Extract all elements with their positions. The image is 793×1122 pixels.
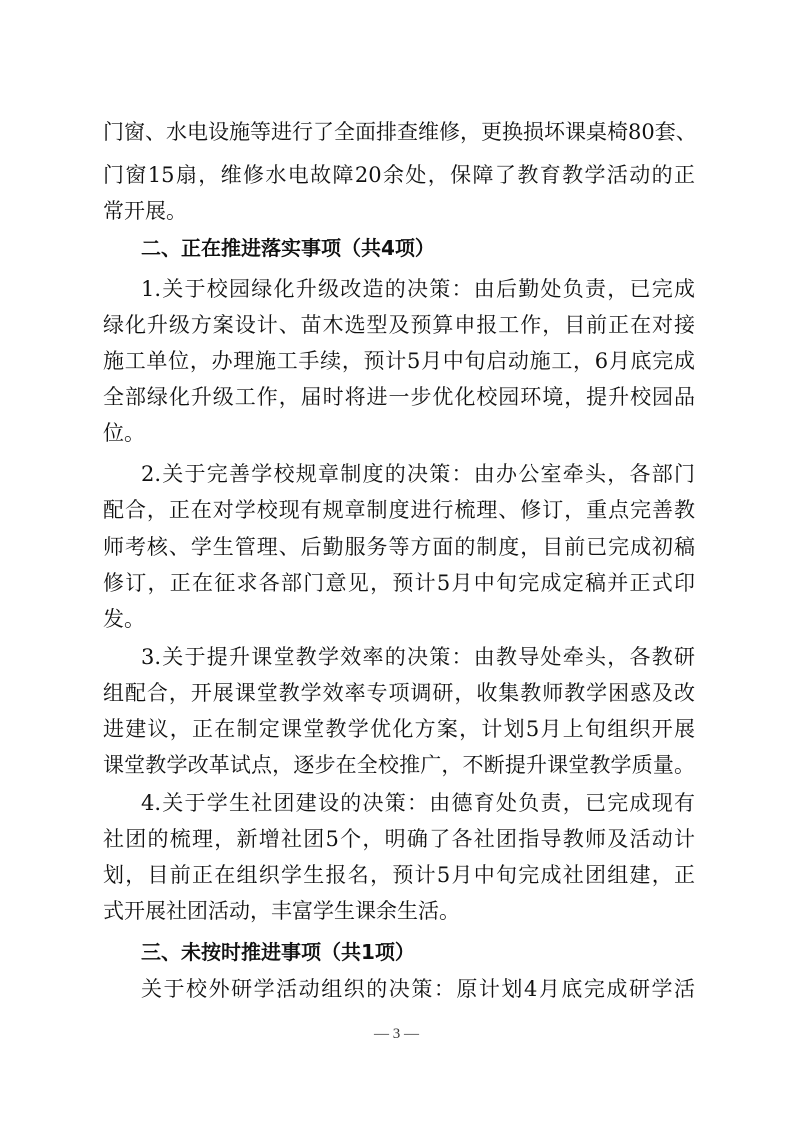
text-line: 2.关于完善学校规章制度的决策：由办公室牵头，各部门: [141, 462, 695, 486]
text-line: 式开展社团活动，丰富学生课余生活。: [103, 899, 460, 923]
text-line: 门窗15扇，维修水电故障20余处，保障了教育教学活动的正: [103, 163, 695, 187]
text-line: 配合，正在对学校现有规章制度进行梳理、修订，重点完善教: [103, 498, 695, 522]
text-line: 绿化升级方案设计、苗木选型及预算申报工作，目前正在对接: [103, 313, 695, 337]
text-line: 常开展。: [103, 199, 187, 223]
section-heading: 二、正在推进落实事项（共4项）: [141, 236, 435, 260]
text-line: 修订，正在征求各部门意见，预计5月中旬完成定稿并正式印: [103, 571, 695, 595]
text-line: 关于校外研学活动组织的决策：原计划4月底完成研学活: [141, 977, 695, 1001]
text-line: 社团的梳理，新增社团5个，明确了各社团指导教师及活动计: [103, 827, 695, 851]
text-line: 4.关于学生社团建设的决策：由德育处负责，已完成现有: [141, 791, 695, 815]
text-line: 发。: [103, 607, 145, 631]
text-line: 师考核、学生管理、后勤服务等方面的制度，目前已完成初稿: [103, 535, 695, 559]
text-line: 组配合，开展课堂教学效率专项调研，收集教师教学困惑及改: [103, 681, 695, 705]
text-line: 课堂教学改革试点，逐步在全校推广，不断提升课堂教学质量。: [103, 753, 695, 777]
page-number: — 3 —: [374, 1026, 419, 1042]
text-line: 位。: [103, 421, 145, 445]
text-line: 1.关于校园绿化升级改造的决策：由后勤处负责，已完成: [141, 277, 695, 301]
text-line: 施工单位，办理施工手续，预计5月中旬启动施工，6月底完成: [103, 349, 695, 373]
text-line: 3.关于提升课堂教学效率的决策：由教导处牵头，各教研: [141, 645, 695, 669]
text-line: 划，目前正在组织学生报名，预计5月中旬完成社团组建，正: [103, 863, 695, 887]
text-line: 门窗、水电设施等进行了全面排查维修，更换损坏课桌椅80套、: [103, 120, 697, 144]
text-line: 进建议，正在制定课堂教学优化方案，计划5月上旬组织开展: [103, 717, 695, 741]
text-line: 全部绿化升级工作，届时将进一步优化校园环境，提升校园品: [103, 385, 695, 409]
section-heading: 三、未按时推进事项（共1项）: [141, 940, 415, 964]
